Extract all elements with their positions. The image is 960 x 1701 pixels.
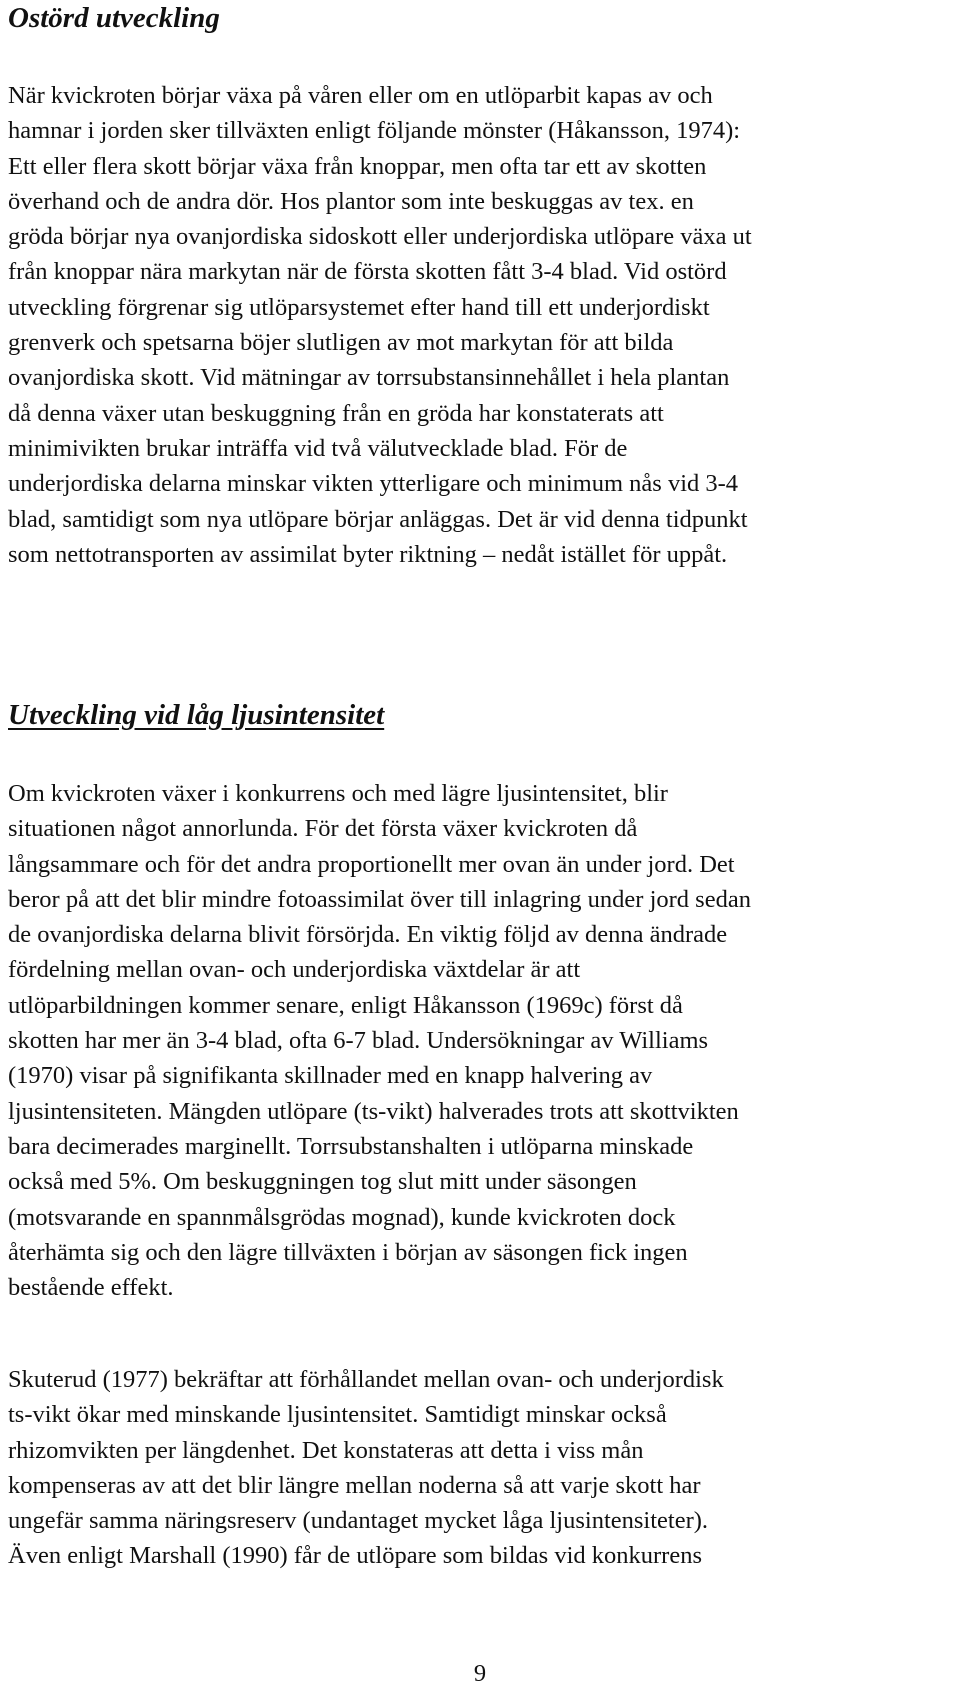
text-line: Även enligt Marshall (1990) får de utlöpare som bildas vid konkurrens — [8, 1542, 703, 1570]
text-line: de ovanjordiska delarna blivit försörjda. En viktig följd av denna ändrade — [8, 921, 728, 949]
paragraph-lag-ljusintensitet — [8, 776, 751, 1305]
text-line: också med 5%. Om beskuggningen tog slut mitt under säsongen — [8, 1168, 637, 1196]
text-line: långsammare och för det andra proportionellt mer ovan än under jord. Det — [8, 850, 735, 878]
paragraph-ostord-utveckling — [8, 78, 752, 572]
section-heading-ostord-utveckling: Ostörd utveckling — [8, 2, 220, 34]
text-line: ovanjordiska skott. Vid mätningar av torrsubstansinnehållet i hela plantan — [8, 364, 730, 392]
text-line: rhizomvikten per längdenhet. Det konstateras att detta i viss mån — [8, 1436, 644, 1464]
text-line: grenverk och spetsarna böjer slutligen av mot markytan för att bilda — [8, 329, 674, 357]
text-line: kompenseras av att det blir längre mellan noderna så att varje skott har — [8, 1471, 701, 1499]
text-line: skotten har mer än 3-4 blad, ofta 6-7 blad. Undersökningar av Williams — [8, 1027, 709, 1055]
text-line: utlöparbildningen kommer senare, enligt Håkansson (1969c) först då — [8, 991, 683, 1019]
text-line: Skuterud (1977) bekräftar att förhållandet mellan ovan- och underjordisk — [8, 1366, 724, 1393]
text-line: ungefär samma näringsreserv (undantaget mycket låga ljusintensiteter). — [8, 1507, 709, 1535]
page-number: 9 — [473, 1660, 487, 1687]
text-line: ts-vikt ökar med minskande ljusintensitet. Samtidigt minskar också — [8, 1401, 667, 1429]
text-line: minimivikten brukar inträffa vid två välutvecklade blad. För de — [8, 434, 628, 462]
text-line: Om kvickroten växer i konkurrens och med lägre ljusintensitet, blir — [8, 780, 668, 807]
text-line: (1970) visar på signifikanta skillnader med en knapp halvering av — [8, 1062, 653, 1090]
text-line: blad, samtidigt som nya utlöpare börjar anläggas. Det är vid denna tidpunkt — [8, 505, 748, 533]
text-line: Ett eller flera skott börjar växa från knoppar, men ofta tar ett av skotten — [8, 152, 707, 180]
text-line: överhand och de andra dör. Hos plantor som inte beskuggas av tex. en — [8, 187, 694, 215]
text-line: hamnar i jorden sker tillväxten enligt följande mönster (Håkansson, 1974): — [8, 117, 741, 145]
paragraph-skuterud — [8, 1362, 724, 1574]
text-line: bara decimerades marginellt. Torrsubstanshalten i utlöparna minskade — [8, 1132, 694, 1160]
text-line: ljusintensiteten. Mängden utlöpare (ts-vikt) halverades trots att skottvikten — [8, 1097, 739, 1125]
section-heading-utveckling-vid-lag-ljusintensitet: Utveckling vid låg ljusintensitet — [8, 699, 385, 731]
text-line: återhämta sig och den lägre tillväxten i början av säsongen fick ingen — [8, 1238, 688, 1266]
text-line: underjordiska delarna minskar vikten ytterligare och minimum nås vid 3-4 — [8, 470, 739, 498]
text-line: från knoppar nära markytan när de första skotten fått 3-4 blad. Vid ostörd — [8, 258, 727, 286]
text-line: (motsvarande en spannmålsgrödas mognad), kunde kvickroten dock — [8, 1203, 676, 1231]
text-line: beror på att det blir mindre fotoassimilat över till inlagring under jord sedan — [8, 885, 751, 913]
text-line: bestående effekt. — [8, 1274, 174, 1302]
text-line: som nettotransporten av assimilat byter riktning – nedåt istället för uppåt. — [8, 540, 728, 568]
text-line: då denna växer utan beskuggning från en gröda har konstaterats att — [8, 399, 664, 427]
text-line: När kvickroten börjar växa på våren eller om en utlöparbit kapas av och — [8, 82, 713, 109]
text-line: gröda börjar nya ovanjordiska sidoskott eller underjordiska utlöpare växa ut — [8, 223, 752, 251]
text-line: fördelning mellan ovan- och underjordiska växtdelar är att — [8, 956, 581, 984]
text-line: utveckling förgrenar sig utlöparsystemet efter hand till ett underjordiskt — [8, 293, 710, 321]
text-line: situationen något annorlunda. För det första växer kvickroten då — [8, 815, 638, 843]
